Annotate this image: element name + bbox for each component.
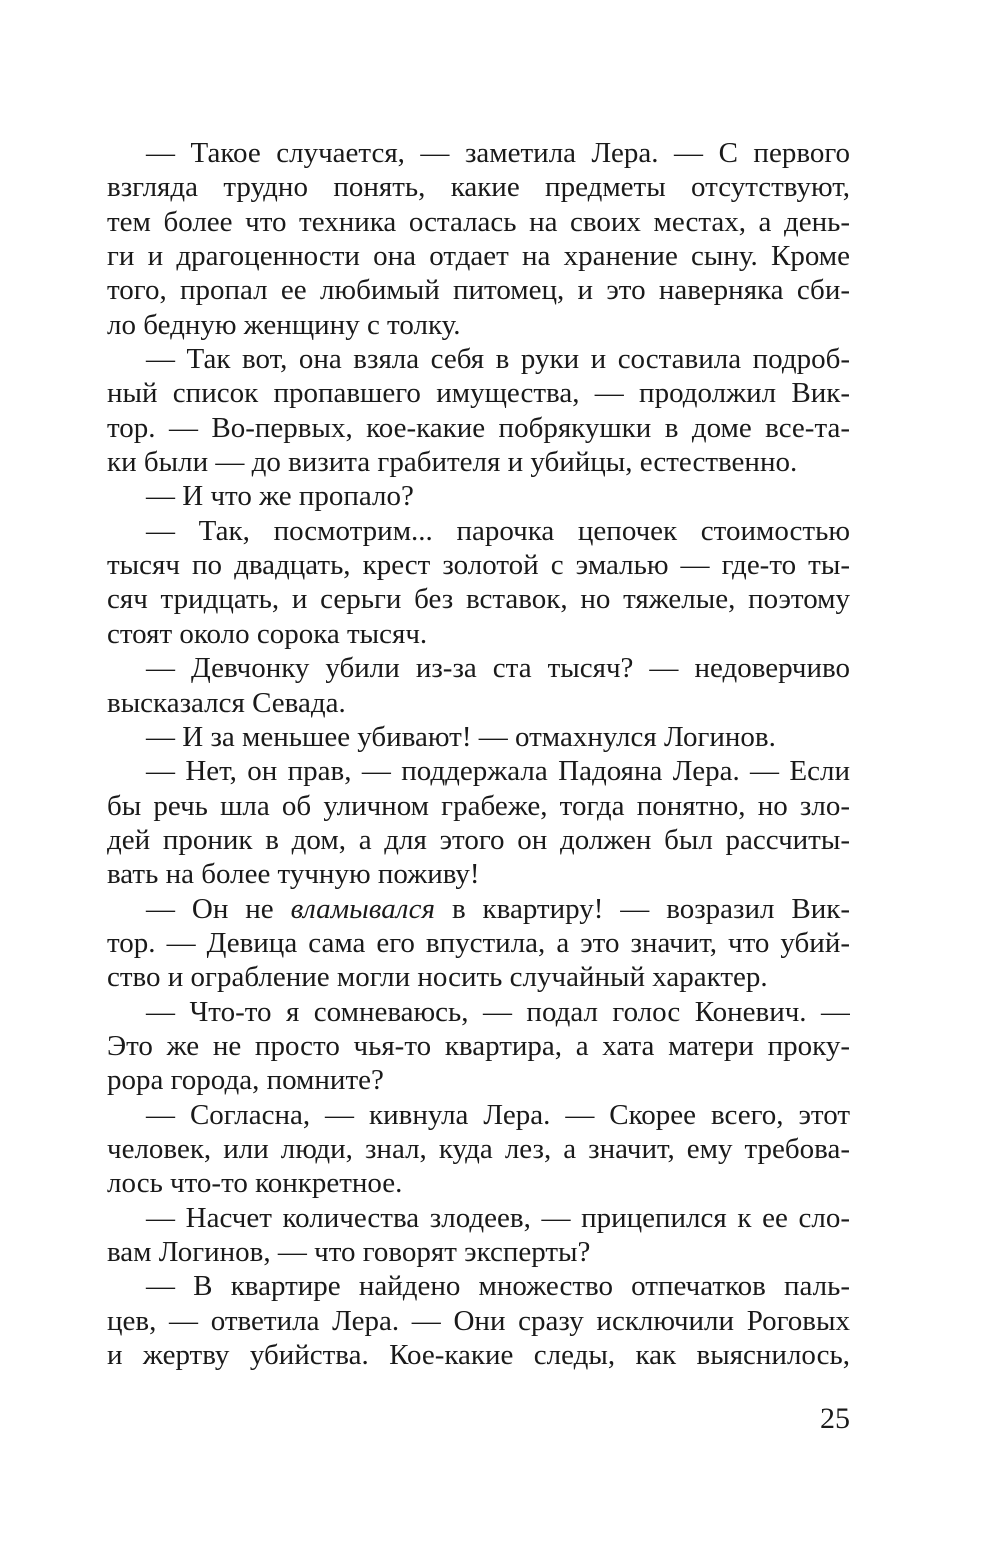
text-line: стоят около сорока тысяч. bbox=[107, 617, 428, 650]
text-line: цев, — ответила Лера. — Они сразу исключили Роговых bbox=[107, 1304, 850, 1337]
text-line: — И что же пропало? bbox=[146, 480, 414, 513]
text-line: Это же не просто чья-то квартира, а хата матери проку- bbox=[107, 1029, 850, 1062]
text-line: — И за меньшее убивают! — отмахнулся Логинов. bbox=[146, 720, 776, 753]
text-line: лось что-то конкретное. bbox=[107, 1167, 403, 1200]
page-number: 25 bbox=[820, 1402, 850, 1435]
text-line: — В квартире найдено множество отпечатков паль- bbox=[146, 1270, 850, 1303]
text-line: высказался Севада. bbox=[107, 686, 346, 719]
text-line bbox=[107, 892, 850, 926]
text-line: того, пропал ее любимый питомец, и это наверняка сби- bbox=[107, 274, 850, 307]
text-line: ный список пропавшего имущества, — продолжил Вик- bbox=[107, 377, 850, 410]
text-line: — Насчет количества злодеев, — прицепился к ее сло- bbox=[146, 1201, 850, 1234]
text-line: вать на более тучную поживу! bbox=[107, 858, 480, 891]
text-line: тем более что техника осталась на своих местах, а день- bbox=[107, 205, 850, 238]
text-line: ло бедную женщину с толку. bbox=[107, 308, 461, 341]
text-line: ги и драгоценности она отдает на хранение сыну. Кроме bbox=[107, 240, 850, 273]
text-line: тысяч по двадцать, крест золотой с эмалью — где-то ты- bbox=[107, 549, 850, 582]
text-line: и жертву убийства. Кое-какие следы, как выяснилось, bbox=[107, 1339, 850, 1372]
text-line: — Согласна, — кивнула Лера. — Скорее всего, этот bbox=[146, 1098, 850, 1131]
text-line: тор. — Во-первых, кое-какие побрякушки в доме все-та- bbox=[107, 411, 850, 444]
text-line: — Девчонку убили из-за ста тысяч? — недоверчиво bbox=[146, 652, 850, 685]
text-line: тор. — Девица сама его впустила, а это значит, что убий- bbox=[107, 926, 850, 959]
text-line: вам Логинов, — что говорят эксперты? bbox=[107, 1236, 591, 1268]
text-line: человек, или люди, знал, куда лез, а значит, ему требова- bbox=[107, 1132, 850, 1165]
text-line: взгляда трудно понять, какие предметы отсутствуют, bbox=[107, 171, 850, 204]
text-segment: в квартиру! — возразил Вик- bbox=[435, 892, 850, 925]
text-line: сяч тридцать, и серьги без вставок, но тяжелые, поэтому bbox=[107, 583, 850, 616]
text-line: ки были — до визита грабителя и убийцы, естественно. bbox=[107, 446, 798, 479]
text-line: дей проник в дом, а для этого он должен был рассчиты- bbox=[107, 823, 850, 856]
text-line: — Так, посмотрим... парочка цепочек стоимостью bbox=[146, 514, 850, 547]
emphasized-word: вламывался bbox=[290, 892, 436, 925]
text-line: — Нет, он прав, — поддержала Падояна Лера. — Если bbox=[146, 755, 850, 788]
text-line: рора города, помните? bbox=[107, 1064, 384, 1097]
text-segment: — Он не bbox=[146, 892, 291, 925]
text-line: ство и ограбление могли носить случайный характер. bbox=[107, 961, 768, 994]
text-line: — Так вот, она взяла себя в руки и составила подроб- bbox=[146, 343, 850, 376]
page-body bbox=[107, 136, 850, 1372]
text-line: — Такое случается, — заметила Лера. — С первого bbox=[146, 137, 850, 169]
text-line: бы речь шла об уличном грабеже, тогда понятно, но зло- bbox=[107, 789, 850, 822]
text-line: — Что-то я сомневаюсь, — подал голос Коневич. — bbox=[146, 995, 850, 1028]
